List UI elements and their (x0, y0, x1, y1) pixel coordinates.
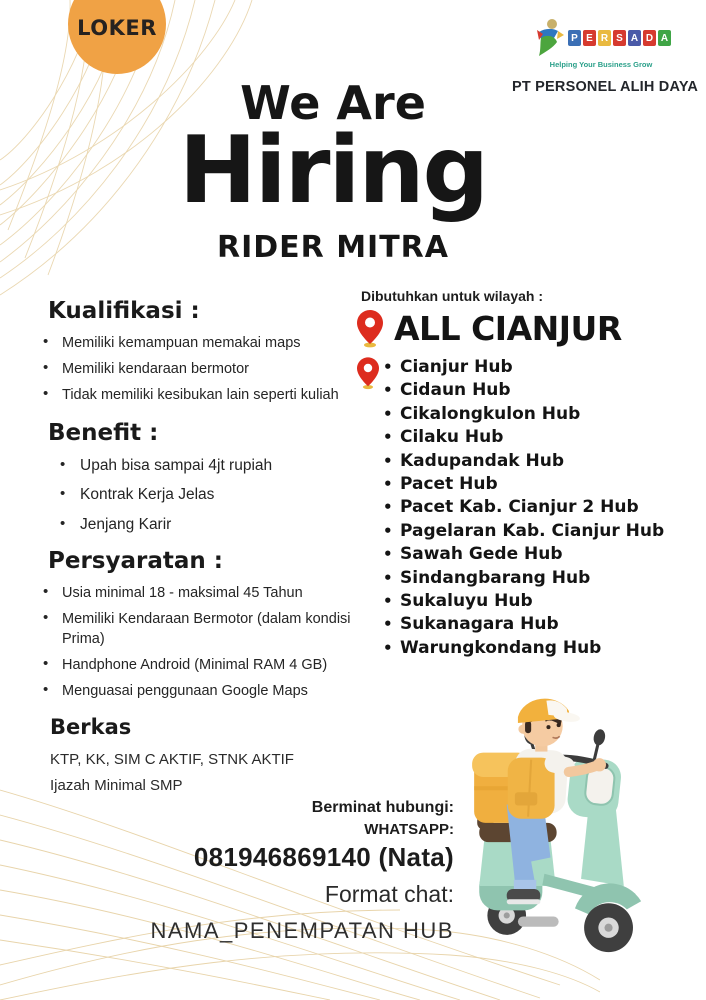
persyaratan-list (36, 583, 358, 701)
hub-item: • Pagelaran Kab. Cianjur Hub (383, 520, 697, 543)
benefit-item: • Kontrak Kerja Jelas (36, 484, 358, 506)
delivery-rider-illustration (450, 664, 706, 1000)
poster-title (0, 76, 666, 265)
hub-list (357, 356, 697, 660)
berkas-line: Ijazah Minimal SMP (50, 777, 183, 795)
persyaratan-item: • Memiliki Kendaraan Bermotor (dalam kondisi Prima) (36, 609, 358, 649)
locations-column (357, 288, 697, 660)
persyaratan-item: • Usia minimal 18 - maksimal 45 Tahun (36, 583, 358, 603)
whatsapp-number: 081946869140 (Nata) (193, 842, 454, 872)
logo-letter-tile: A (628, 30, 641, 46)
benefit-item: • Upah bisa sampai 4jt rupiah (36, 455, 358, 477)
berkas-line: KTP, KK, SIM C AKTIF, STNK AKTIF (50, 751, 294, 769)
kualifikasi-list (36, 333, 358, 405)
logo-letter-tile: E (583, 30, 596, 46)
hub-item: • Cianjur Hub (383, 356, 697, 379)
hub-item: • Sawah Gede Hub (383, 543, 697, 566)
logo-tiles (568, 30, 671, 46)
hub-item: • Pacet Kab. Cianjur 2 Hub (383, 496, 697, 519)
hub-item: • Cikalongkulon Hub (383, 403, 697, 426)
logo-tagline: Helping Your Business Grow (549, 60, 653, 69)
benefit-list (36, 455, 358, 536)
company-name: PT PERSONEL ALIH DAYA (512, 79, 699, 95)
kualifikasi-item: • Tidak memiliki kesibukan lain seperti kuliah (36, 385, 358, 405)
hub-item: • Warungkondang Hub (383, 637, 697, 660)
hub-item: • Kadupandak Hub (383, 450, 697, 473)
map-pin-icon (357, 357, 379, 390)
logo-person-icon (531, 18, 565, 58)
hub-item: • Pacet Hub (383, 473, 697, 496)
kualifikasi-item: • Memiliki kendaraan bermotor (36, 359, 358, 379)
hub-item: • Sukaluyu Hub (383, 590, 697, 613)
benefit-item: • Jenjang Karir (36, 514, 358, 536)
region-name: ALL CIANJUR (394, 309, 622, 348)
berkas-lines (36, 748, 358, 798)
contact-heading: Berminat hubungi: (311, 799, 454, 816)
contact-block (150, 799, 454, 944)
chat-format-value: NAMA_PENEMPATAN HUB (150, 918, 454, 943)
requirements-column (36, 298, 358, 800)
logo-letter-tile: P (568, 30, 581, 46)
hub-item: • Cidaun Hub (383, 379, 697, 402)
hub-item: • Cilaku Hub (383, 426, 697, 449)
region-intro: Dibutuhkan untuk wilayah : (361, 288, 544, 304)
berkas-heading: Berkas (50, 715, 132, 740)
contact-channel: WHATSAPP: (364, 821, 454, 838)
title-position: RIDER MITRA (216, 229, 449, 265)
kualifikasi-item: • Memiliki kemampuan memakai maps (36, 333, 358, 353)
logo-letter-tile: S (613, 30, 626, 46)
logo-letter-tile: D (643, 30, 656, 46)
hub-item: • Sukanagara Hub (383, 613, 697, 636)
persyaratan-item: • Menguasai penggunaan Google Maps (36, 681, 358, 701)
benefit-heading: Benefit : (48, 420, 159, 446)
loker-badge-label: LOKER (77, 16, 157, 40)
persyaratan-heading: Persyaratan : (48, 548, 223, 575)
title-hiring: Hiring (178, 116, 488, 224)
map-pin-icon (357, 310, 383, 348)
chat-format-label: Format chat: (324, 881, 454, 907)
logo-letter-tile: R (598, 30, 611, 46)
kualifikasi-heading: Kualifikasi : (48, 298, 200, 324)
hub-item: • Sindangbarang Hub (383, 567, 697, 590)
title-we-are: We Are (240, 76, 426, 130)
logo-letter-tile: A (658, 30, 671, 46)
persyaratan-item: • Handphone Android (Minimal RAM 4 GB) (36, 655, 358, 675)
